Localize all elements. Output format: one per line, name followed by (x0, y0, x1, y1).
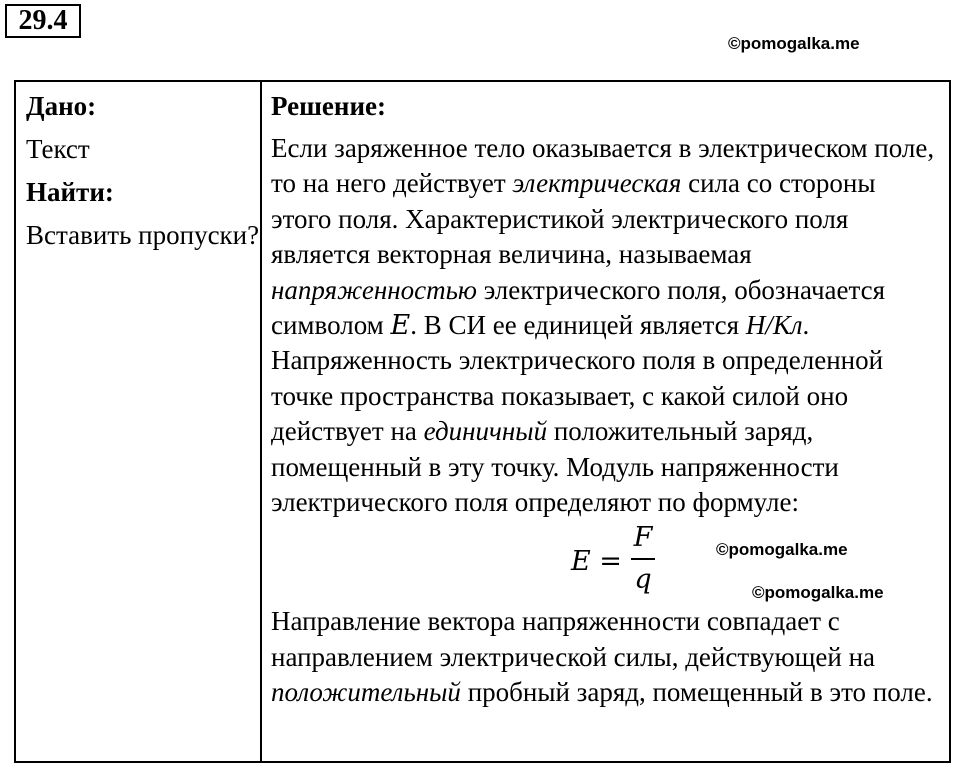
solution-column (261, 81, 950, 762)
solution-label: Решение: (271, 91, 386, 121)
fraction-bar (631, 558, 655, 560)
find-label: Найти: (26, 177, 114, 207)
find-value: Вставить пропуски? (26, 220, 260, 250)
watermark: ©pomogalka.me (752, 583, 884, 602)
formula-denominator: q (634, 564, 652, 596)
emphasis-positive: положительный (271, 677, 461, 708)
solution-paragraph-2: Направление вектора напряженности совпадает с направлением электрической силы, действующей на положительный пробный заряд, помещенный в это поле. (271, 606, 933, 708)
emphasis-unit: единичный (423, 416, 548, 447)
watermark: ©pomogalka.me (728, 34, 860, 53)
problem-number: 29.4 (5, 4, 81, 38)
formula-numerator: F (633, 522, 653, 554)
given-value: Текст (26, 134, 90, 164)
solution-paragraph-1: Если заряженное тело оказывается в электрическом поле, то на него действует электрическая сила со стороны этого поля. Характеристикой электрического поля является векторная величина, называемая напряженностью электрического поля, обозначается символом E. В СИ ее единицей является Н/Кл. Напряженность электрического поля в определенной точке пространства показывает, с какой силой оно действует на единичный положительный заряд, помещенный в эту точку. Модуль напряженности электрического поля определяют по формуле: (271, 133, 935, 518)
watermark: ©pomogalka.me (716, 540, 848, 559)
unit-n-per-c: Н/Кл (745, 310, 803, 341)
given-column (15, 81, 261, 762)
emphasis-electric: электрическая (512, 168, 682, 199)
given-label: Дано: (26, 91, 97, 121)
solution-table (14, 80, 951, 763)
symbol-e: E (390, 310, 411, 342)
formula-lhs: E = (571, 546, 622, 578)
formula-fraction (631, 520, 655, 598)
emphasis-intensity: напряженностью (271, 274, 477, 305)
